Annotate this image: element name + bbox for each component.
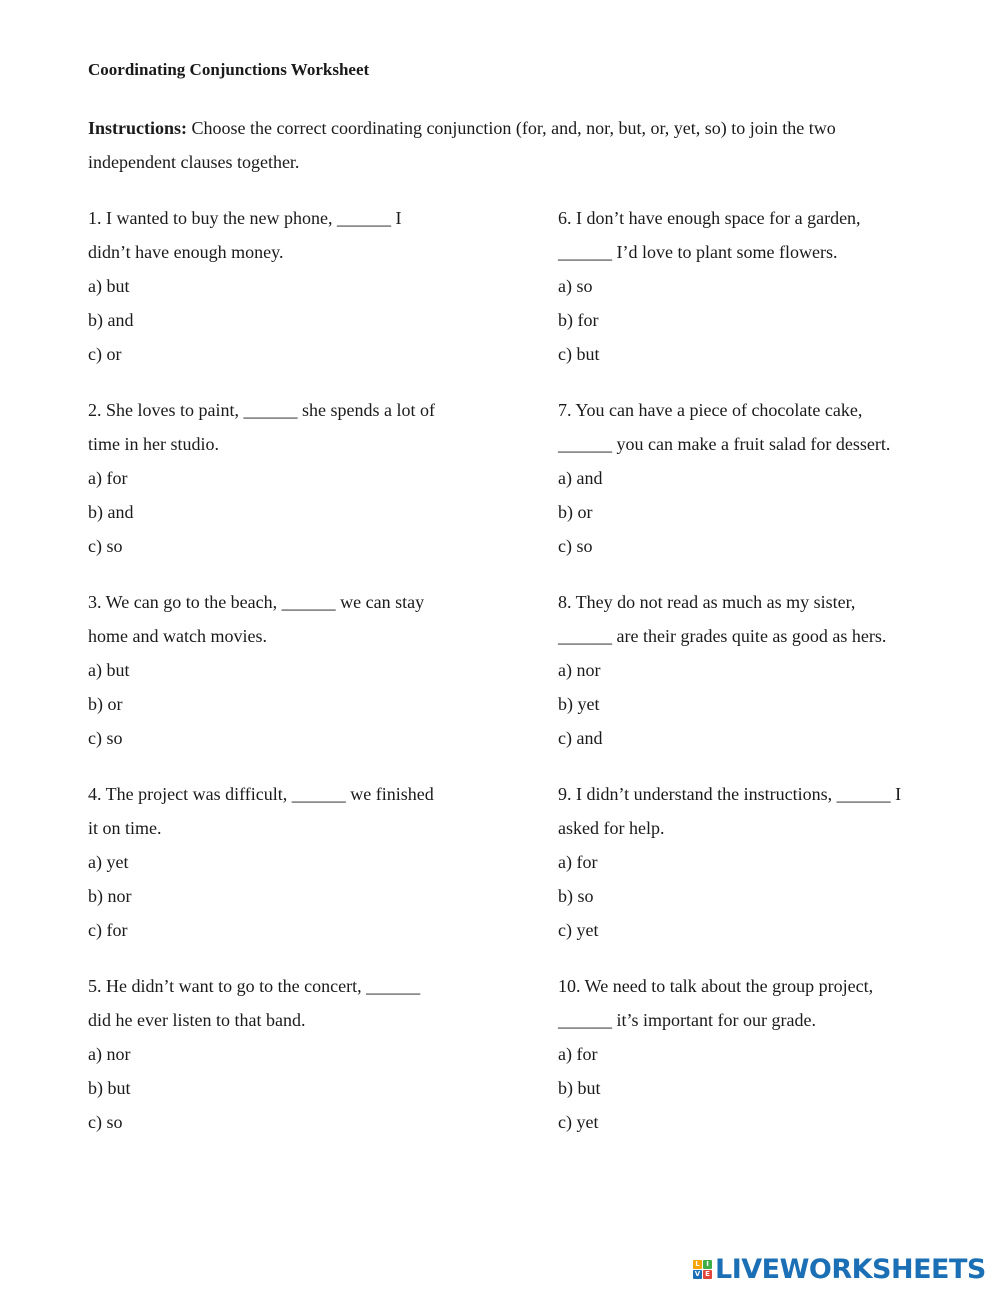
question-text: didn’t have enough money. — [88, 242, 284, 262]
question-text: 10. We need to talk about the group project, — [558, 976, 874, 996]
question-text: ______ it’s important for our grade. — [558, 1010, 816, 1030]
answer-option[interactable]: a) yet — [88, 852, 129, 872]
answer-option[interactable]: b) but — [88, 1078, 131, 1098]
answer-option[interactable]: b) nor — [88, 886, 132, 906]
question-text: 7. You can have a piece of chocolate cake, — [558, 400, 863, 420]
question-text: it on time. — [88, 818, 162, 838]
instructions-label: Instructions: — [88, 118, 188, 138]
answer-option[interactable]: a) but — [88, 276, 130, 296]
answer-option[interactable]: c) so — [88, 536, 123, 556]
answer-option[interactable]: a) and — [558, 468, 603, 488]
answer-option[interactable]: b) but — [558, 1078, 601, 1098]
question-text: ______ I’d love to plant some flowers. — [558, 242, 838, 262]
question-5 — [88, 969, 488, 1139]
answer-option[interactable]: b) or — [558, 502, 593, 522]
instructions — [88, 111, 928, 179]
answer-option[interactable]: a) nor — [558, 660, 601, 680]
question-text: 4. The project was difficult, ______ we finished — [88, 784, 434, 804]
answer-option[interactable]: a) but — [88, 660, 130, 680]
answer-option[interactable]: c) but — [558, 344, 600, 364]
answer-option[interactable]: c) yet — [558, 920, 599, 940]
question-text: asked for help. — [558, 818, 665, 838]
question-text: 6. I don’t have enough space for a garden, — [558, 208, 861, 228]
answer-option[interactable]: b) and — [88, 310, 134, 330]
answer-option[interactable]: a) nor — [88, 1044, 131, 1064]
question-text: ______ you can make a fruit salad for dessert. — [558, 434, 891, 454]
question-text: 3. We can go to the beach, ______ we can stay — [88, 592, 425, 612]
question-text: did he ever listen to that band. — [88, 1010, 306, 1030]
question-text: 8. They do not read as much as my sister, — [558, 592, 856, 612]
answer-option[interactable]: c) so — [88, 728, 123, 748]
question-9 — [558, 777, 943, 947]
question-1 — [88, 201, 488, 371]
logo-mark-cell: I — [703, 1260, 712, 1269]
logo-mark-cell: L — [693, 1260, 702, 1269]
answer-option[interactable]: a) for — [558, 1044, 598, 1064]
answer-option[interactable]: c) so — [558, 536, 593, 556]
question-10 — [558, 969, 943, 1139]
answer-option[interactable]: a) for — [558, 852, 598, 872]
question-2 — [88, 393, 488, 563]
question-7 — [558, 393, 943, 563]
question-text: home and watch movies. — [88, 626, 267, 646]
answer-option[interactable]: a) for — [88, 468, 128, 488]
answer-option[interactable]: a) so — [558, 276, 593, 296]
answer-option[interactable]: c) for — [88, 920, 128, 940]
question-8 — [558, 585, 943, 755]
answer-option[interactable]: b) and — [88, 502, 134, 522]
question-4 — [88, 777, 488, 947]
logo-mark-cell: V — [694, 1269, 701, 1278]
answer-option[interactable]: b) yet — [558, 694, 600, 714]
answer-option[interactable]: c) and — [558, 728, 603, 748]
question-text: 1. I wanted to buy the new phone, ______ I — [88, 208, 402, 228]
question-3 — [88, 585, 488, 755]
logo-mark-cell: E — [703, 1270, 712, 1279]
logo-mark-icon — [693, 1260, 712, 1279]
question-text: 5. He didn’t want to go to the concert, ______ — [88, 976, 421, 996]
question-text: 9. I didn’t understand the instructions, ______ I — [558, 784, 902, 804]
question-text: ______ are their grades quite as good as hers. — [558, 626, 887, 646]
answer-option[interactable]: c) so — [88, 1112, 123, 1132]
question-6 — [558, 201, 943, 371]
logo-text: LIVEWORKSHEETS — [715, 1253, 986, 1285]
worksheet-title: Coordinating Conjunctions Worksheet — [88, 60, 370, 79]
answer-option[interactable]: b) or — [88, 694, 123, 714]
question-text: time in her studio. — [88, 434, 219, 454]
liveworksheets-logo — [693, 1255, 986, 1283]
question-text: 2. She loves to paint, ______ she spends a lot of — [88, 400, 435, 420]
answer-option[interactable]: c) or — [88, 344, 122, 364]
answer-option[interactable]: b) for — [558, 310, 599, 330]
answer-option[interactable]: c) yet — [558, 1112, 599, 1132]
answer-option[interactable]: b) so — [558, 886, 594, 906]
instructions-text: Choose the correct coordinating conjunction (for, and, nor, but, or, yet, so) to join the two independent clauses together. — [88, 118, 836, 172]
